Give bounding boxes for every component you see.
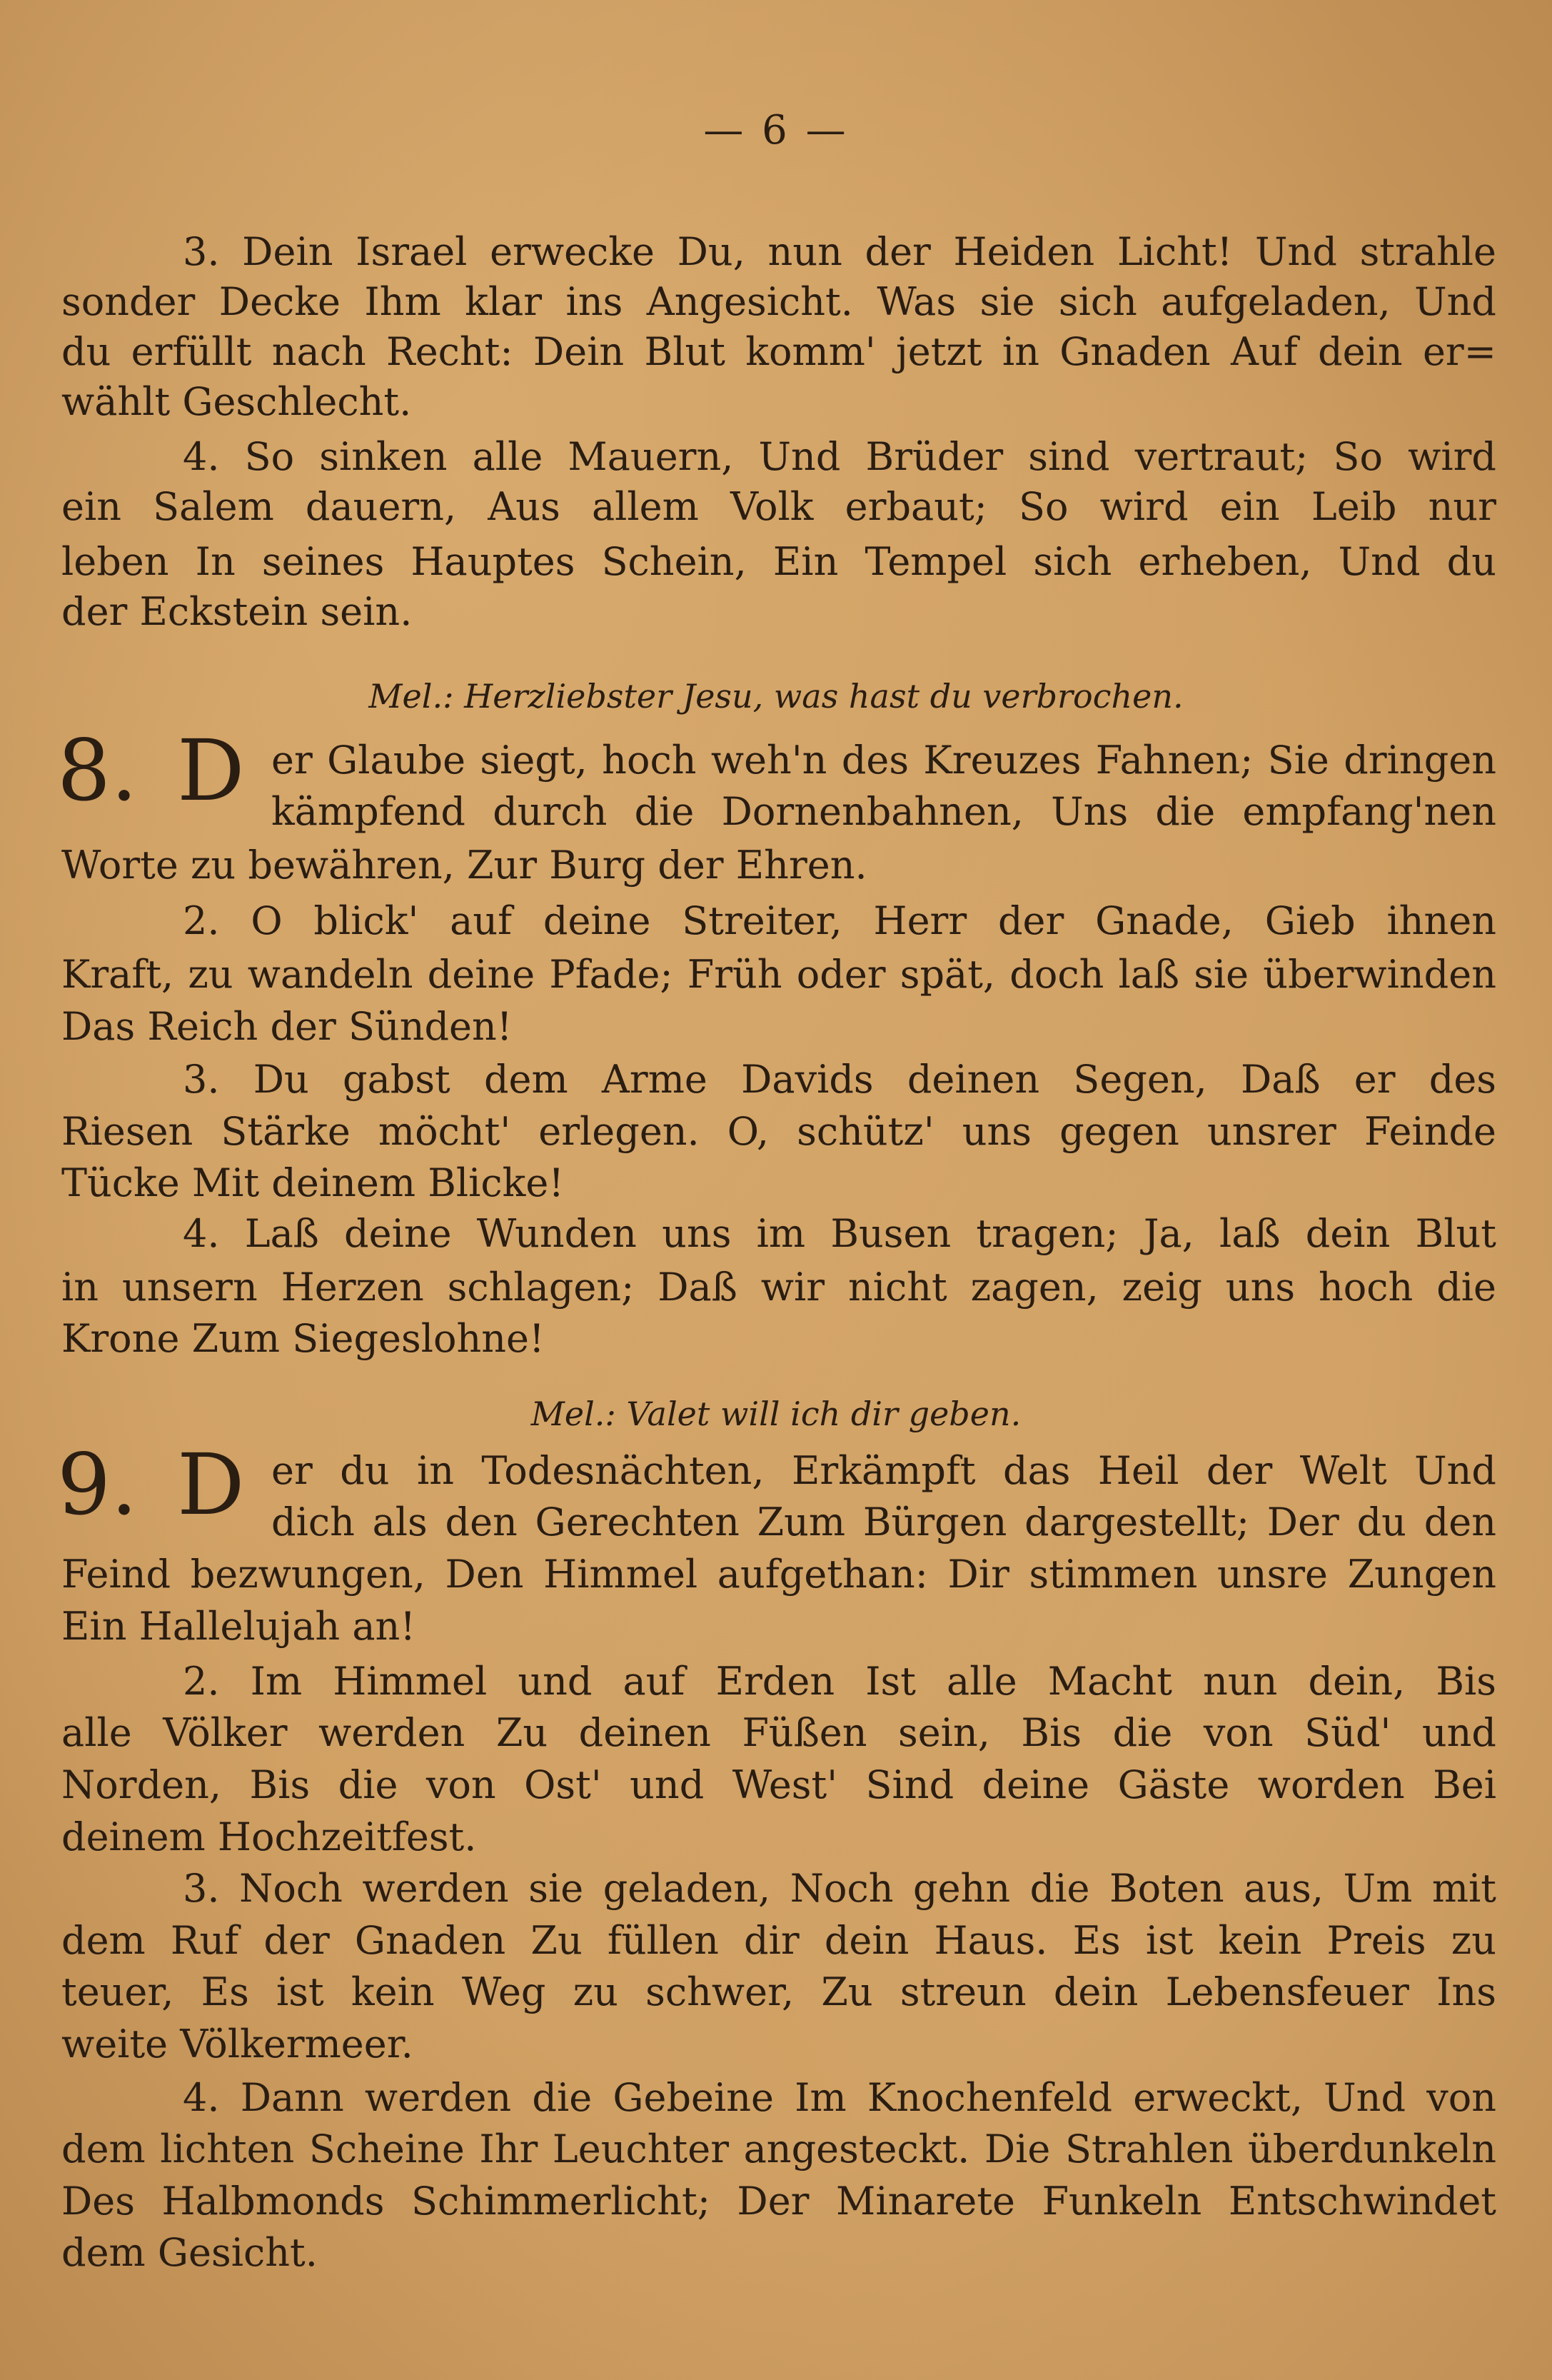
text-line: dich als den Gerechten Zum Bürgen dargestellt; Der du den: [271, 1500, 1496, 1545]
hymn-number: 9.: [57, 1435, 138, 1534]
text-line: dem lichten Scheine Ihr Leuchter angesteckt. Die Strahlen überdunkeln: [61, 2127, 1496, 2171]
drop-cap: D: [177, 721, 245, 820]
text-line: sonder Decke Ihm klar ins Angesicht. Was sie sich aufgeladen, Und: [61, 279, 1496, 324]
text-line: Das Reich der Sünden!: [61, 1004, 513, 1049]
text-line: deinem Hochzeitfest.: [61, 1814, 477, 1859]
text-line: in unsern Herzen schlagen; Daß wir nicht zagen, zeig uns hoch die: [61, 1265, 1496, 1310]
text-line: er du in Todesnächten, Erkämpft das Heil der Welt Und: [271, 1448, 1496, 1493]
drop-cap: D: [177, 1435, 245, 1534]
text-line: ein Salem dauern, Aus allem Volk erbaut; So wird ein Leib nur: [61, 484, 1496, 529]
text-line: dem Ruf der Gnaden Zu füllen dir dein Haus. Es ist kein Preis zu: [61, 1918, 1496, 1963]
text-line: Kraft, zu wandeln deine Pfade; Früh oder spät, doch laß sie überwinden: [61, 952, 1496, 997]
melody-heading: Mel.: Valet will ich dir geben.: [530, 1395, 1022, 1433]
text-line: Krone Zum Siegeslohne!: [61, 1316, 545, 1361]
text-line: er Glaube siegt, hoch weh'n des Kreuzes Fahnen; Sie dringen: [271, 738, 1496, 783]
text-line: 4. So sinken alle Mauern, Und Brüder sind vertraut; So wird: [183, 434, 1496, 479]
text-line: alle Völker werden Zu deinen Füßen sein, Bis die von Süd' und: [61, 1710, 1496, 1755]
text-line: Ein Hallelujah an!: [61, 1604, 416, 1649]
text-line: wählt Geschlecht.: [61, 379, 412, 424]
text-line: Worte zu bewähren, Zur Burg der Ehren.: [61, 843, 867, 888]
text-line: 3. Noch werden sie geladen, Noch gehn die Boten aus, Um mit: [183, 1866, 1496, 1911]
text-line: 4. Laß deine Wunden uns im Busen tragen; Ja, laß dein Blut: [183, 1211, 1496, 1256]
text-line: Tücke Mit deinem Blicke!: [61, 1160, 565, 1205]
text-line: dem Gesicht.: [61, 2230, 318, 2275]
text-line: 2. O blick' auf deine Streiter, Herr der Gnade, Gieb ihnen: [183, 898, 1496, 943]
text-line: 3. Du gabst dem Arme Davids deinen Segen, Daß er des: [183, 1057, 1496, 1102]
text-line: kämpfend durch die Dornenbahnen, Uns die empfang'nen: [271, 789, 1496, 834]
text-line: du erfüllt nach Recht: Dein Blut komm' jetzt in Gnaden Auf dein er=: [61, 329, 1496, 374]
text-line: Des Halbmonds Schimmerlicht; Der Minarete Funkeln Entschwindet: [61, 2179, 1496, 2224]
text-line: 2. Im Himmel und auf Erden Ist alle Macht nun dein, Bis: [183, 1659, 1496, 1704]
page-number: — 6 —: [703, 107, 849, 154]
text-line: der Eckstein sein.: [61, 589, 413, 634]
text-line: 4. Dann werden die Gebeine Im Knochenfeld erweckt, Und von: [183, 2075, 1496, 2120]
hymn-number: 8.: [57, 721, 138, 820]
text-line: Norden, Bis die von Ost' und West' Sind deine Gäste worden Bei: [61, 1762, 1496, 1807]
text-line: 3. Dein Israel erwecke Du, nun der Heiden Licht! Und strahle: [183, 229, 1496, 274]
text-line: teuer, Es ist kein Weg zu schwer, Zu streun dein Lebensfeuer Ins: [61, 1969, 1496, 2014]
text-line: Riesen Stärke möcht' erlegen. O, schütz' uns gegen unsrer Feinde: [61, 1109, 1496, 1154]
text-line: weite Völkermeer.: [61, 2022, 413, 2067]
melody-heading: Mel.: Herzliebster Jesu, was hast du verbrochen.: [368, 677, 1184, 715]
text-line: leben In seines Hauptes Schein, Ein Tempel sich erheben, Und du: [61, 539, 1496, 584]
text-line: Feind bezwungen, Den Himmel aufgethan: Dir stimmen unsre Zungen: [61, 1552, 1496, 1597]
